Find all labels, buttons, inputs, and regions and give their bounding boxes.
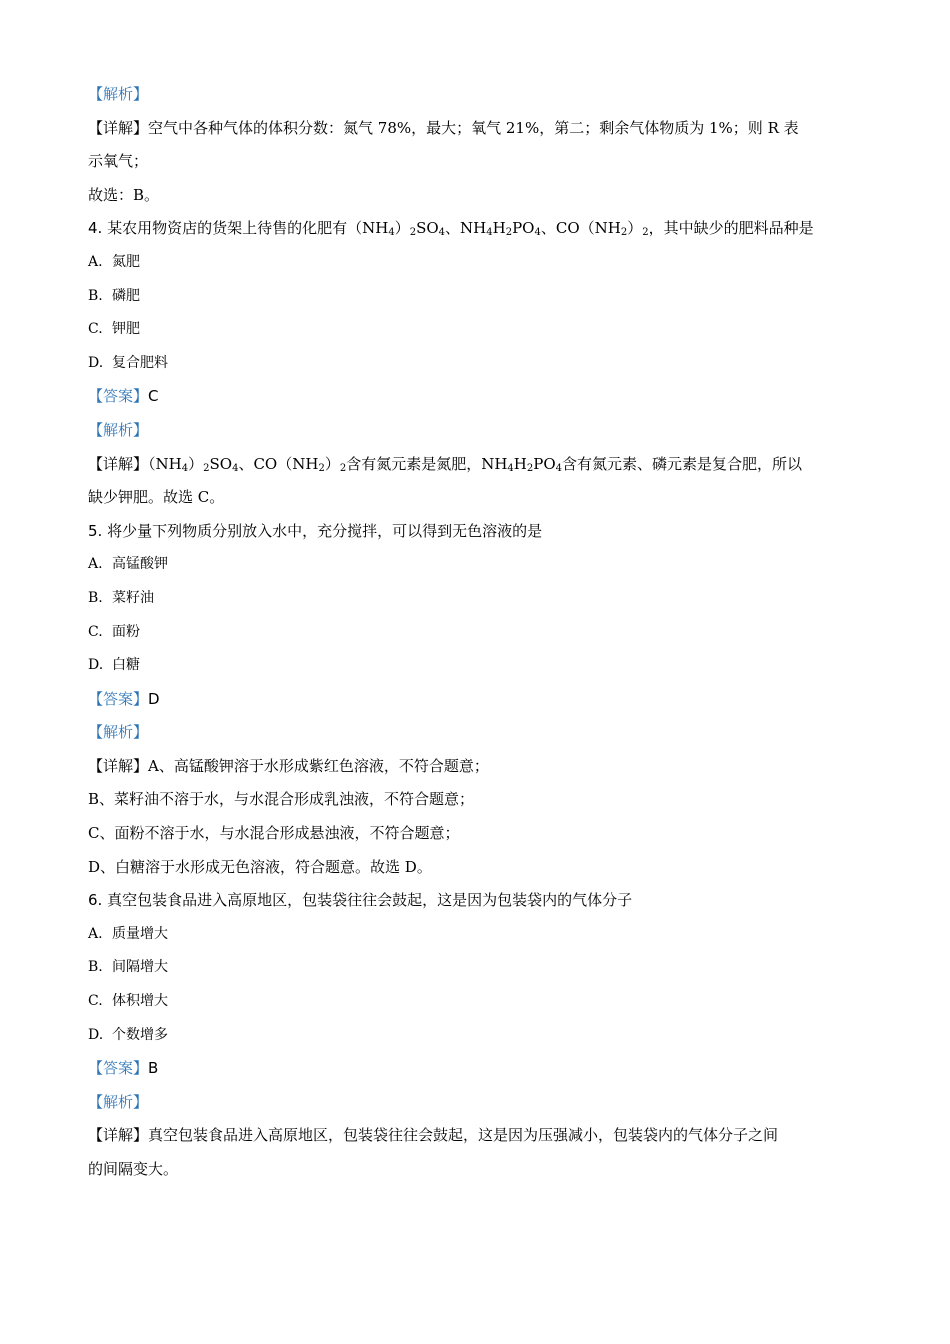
q4-stem-part: PO <box>512 219 535 238</box>
q4-detail-part: 含有氮元素、磷元素是复合肥，所以 <box>562 454 803 473</box>
q4-stem-part: ） <box>394 219 410 238</box>
q4-answer-value: C <box>148 387 159 406</box>
option-letter: B. <box>88 287 103 304</box>
q3-analysis-heading <box>88 78 868 112</box>
q4-detail-part: （NH <box>148 454 182 473</box>
q4-option-d <box>88 347 868 381</box>
q5-detail-text: D、白糖溶于水形成无色溶液，符合题意。故选 D。 <box>88 857 432 876</box>
q5-option-b <box>88 582 868 616</box>
subscript: 4 <box>388 227 395 239</box>
analysis-tag: 【解析】 <box>88 723 149 742</box>
detail-tag: 【详解】 <box>88 756 149 775</box>
q6-answer <box>88 1052 868 1086</box>
subscript: 2 <box>339 462 347 474</box>
q4-stem-part: ，其中缺少的肥料品种是 <box>648 219 814 238</box>
q6-detail-line <box>88 1119 868 1153</box>
q6-answer-value: B <box>148 1059 159 1078</box>
q5-detail-text: A、高锰酸钾溶于水形成紫红色溶液，不符合题意； <box>148 756 489 775</box>
q4-detail-part: PO <box>533 454 556 473</box>
q4-detail-part: ） <box>324 454 340 473</box>
q4-detail-line-2 <box>88 481 868 515</box>
subscript: 4 <box>534 227 541 239</box>
q6-detail-text: 真空包装食品进入高原地区，包装袋往往会鼓起，这是因为压强减小，包装袋内的气体分子之间 <box>148 1126 779 1145</box>
option-text: 白糖 <box>112 657 140 674</box>
q5-detail-line-3 <box>88 817 868 851</box>
q4-detail-part: H <box>513 454 527 473</box>
q6-option-a <box>88 918 868 952</box>
detail-tag: 【详解】 <box>88 118 149 137</box>
document-page <box>88 78 868 1187</box>
q6-stem-text: 真空包装食品进入高原地区，包装袋往往会鼓起，这是因为包装袋内的气体分子 <box>107 891 633 910</box>
option-text: 氮肥 <box>112 253 140 270</box>
q4-detail-part: 、CO（NH <box>238 454 319 473</box>
subscript: 4 <box>486 227 493 239</box>
q5-detail-line-1 <box>88 750 868 784</box>
option-letter: A. <box>88 253 103 270</box>
detail-tag: 【详解】 <box>88 454 149 473</box>
q6-analysis-heading <box>88 1086 868 1120</box>
subscript: 2 <box>318 462 325 474</box>
option-letter: C. <box>88 993 103 1010</box>
q6-option-c <box>88 985 868 1019</box>
q4-stem-part: 某农用物资店的货架上待售的化肥有（NH <box>107 219 389 238</box>
q5-stem-text: 将少量下列物质分别放入水中，充分搅拌，可以得到无色溶液的是 <box>107 521 543 540</box>
analysis-tag: 【解析】 <box>88 1092 149 1111</box>
q5-detail-line-2 <box>88 783 868 817</box>
option-text: 个数增多 <box>112 1026 168 1043</box>
q6-option-b <box>88 951 868 985</box>
q4-answer <box>88 380 868 414</box>
q4-detail-part: SO <box>209 454 233 473</box>
subscript: 2 <box>505 227 513 239</box>
q4-detail-part: ） <box>188 454 204 473</box>
subscript: 4 <box>507 462 514 474</box>
option-text: 体积增大 <box>112 993 168 1010</box>
option-letter: A. <box>88 925 103 942</box>
option-letter: D. <box>88 354 104 371</box>
option-text: 面粉 <box>112 623 140 640</box>
subscript: 4 <box>438 227 446 239</box>
option-text: 磷肥 <box>112 287 140 304</box>
q3-conclusion <box>88 179 868 213</box>
q5-option-a <box>88 548 868 582</box>
option-letter: C. <box>88 623 103 640</box>
option-text: 复合肥料 <box>112 354 168 371</box>
q4-detail-line <box>88 448 868 482</box>
analysis-tag: 【解析】 <box>88 420 149 439</box>
option-text: 间隔增大 <box>112 959 168 976</box>
q5-option-d <box>88 649 868 683</box>
subscript: 4 <box>555 462 563 474</box>
q4-option-a <box>88 246 868 280</box>
option-letter: D. <box>88 1026 104 1043</box>
q4-analysis-heading <box>88 414 868 448</box>
q4-stem-part: H <box>492 219 506 238</box>
q3-detail-line <box>88 112 868 146</box>
q3-detail-text-2: 示氧气； <box>88 152 149 171</box>
subscript: 2 <box>620 227 628 239</box>
option-letter: B. <box>88 589 103 606</box>
q5-number: 5. <box>88 521 103 540</box>
option-letter: C. <box>88 321 103 338</box>
q4-stem <box>88 212 868 246</box>
q4-stem-part: 、CO（NH <box>540 219 621 238</box>
q6-stem <box>88 884 868 918</box>
subscript: 4 <box>181 462 189 474</box>
option-text: 钾肥 <box>112 321 140 338</box>
q4-detail-part: 含有氮元素是氮肥，NH <box>346 454 508 473</box>
q5-detail-text: C、面粉不溶于水，与水混合形成悬浊液，不符合题意； <box>88 824 460 843</box>
q5-analysis-heading <box>88 716 868 750</box>
q5-answer <box>88 683 868 717</box>
subscript: 2 <box>642 227 649 239</box>
answer-tag: 【答案】 <box>88 387 149 406</box>
q4-stem-part: 、NH <box>445 219 487 238</box>
q3-detail-text: 空气中各种气体的体积分数：氮气 78%，最大；氧气 21%，第二；剩余气体物质为 1%；则 R 表 <box>148 118 799 137</box>
q5-stem <box>88 515 868 549</box>
q6-detail-line-2 <box>88 1153 868 1187</box>
option-text: 高锰酸钾 <box>112 556 168 573</box>
q4-number: 4. <box>88 219 103 238</box>
q6-option-d <box>88 1019 868 1053</box>
q4-option-c <box>88 313 868 347</box>
analysis-tag: 【解析】 <box>88 85 149 103</box>
q3-detail-line-2 <box>88 145 868 179</box>
option-letter: D. <box>88 657 104 674</box>
subscript: 4 <box>232 462 239 474</box>
option-text: 菜籽油 <box>112 589 154 606</box>
answer-tag: 【答案】 <box>88 1059 149 1078</box>
option-letter: A. <box>88 556 103 573</box>
answer-tag: 【答案】 <box>88 689 149 708</box>
subscript: 2 <box>409 227 417 239</box>
subscript: 2 <box>526 462 534 474</box>
q5-detail-line-4 <box>88 851 868 885</box>
detail-tag: 【详解】 <box>88 1126 149 1145</box>
q5-detail-text: B、菜籽油不溶于水，与水混合形成乳浊液，不符合题意； <box>88 790 475 809</box>
q4-stem-part: ） <box>627 219 643 238</box>
q6-number: 6. <box>88 891 103 910</box>
option-letter: B. <box>88 959 103 976</box>
q5-answer-value: D <box>148 689 160 708</box>
option-text: 质量增大 <box>112 925 168 942</box>
q5-option-c <box>88 616 868 650</box>
q4-stem-part: SO <box>416 219 439 238</box>
q4-detail-text-2: 缺少钾肥。故选 C。 <box>88 488 225 507</box>
q6-detail-text-2: 的间隔变大。 <box>88 1160 179 1178</box>
subscript: 2 <box>203 462 210 474</box>
q4-option-b <box>88 280 868 314</box>
q3-conclusion-text: 故选：B。 <box>88 185 160 204</box>
